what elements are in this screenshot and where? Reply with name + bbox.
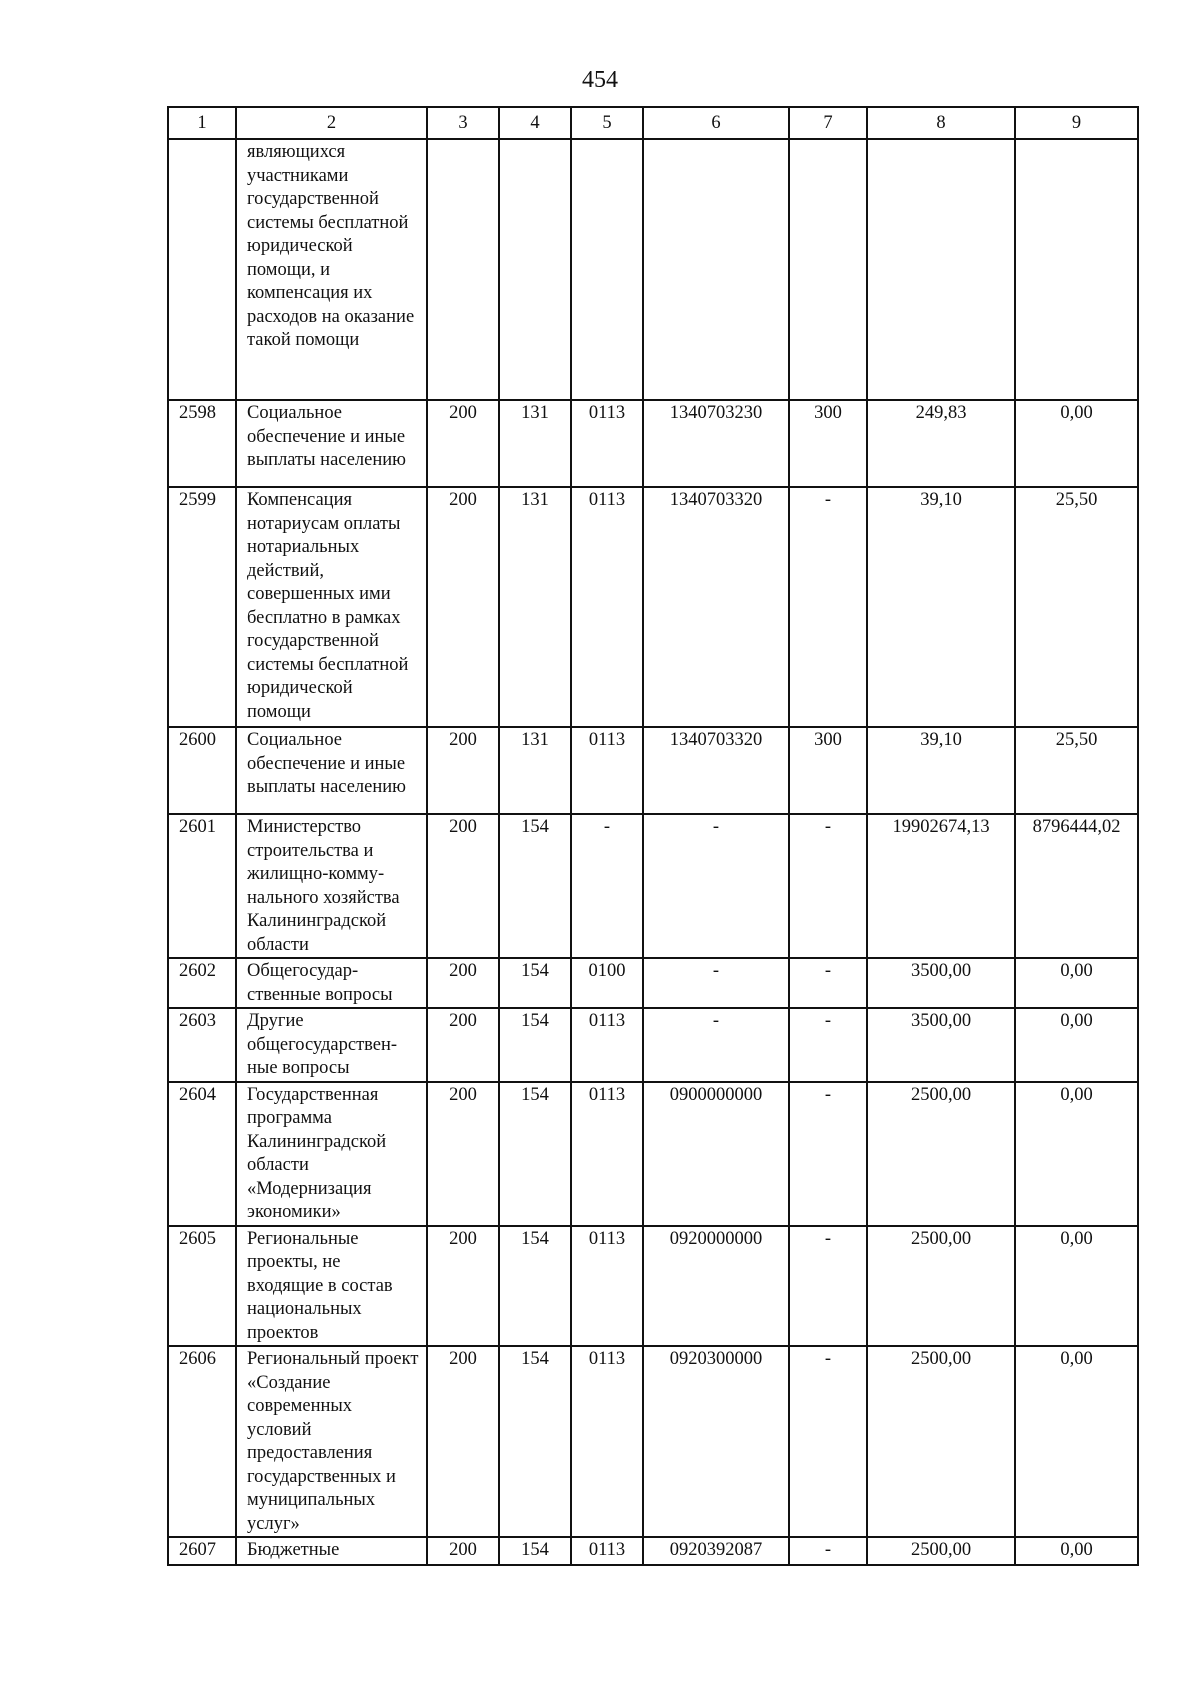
table-row xyxy=(168,400,1138,487)
table-row xyxy=(168,814,1138,958)
cell-col-6: 1340703230 xyxy=(643,400,789,487)
cell-col-7: - xyxy=(789,1226,867,1347)
table-row xyxy=(168,1537,1138,1565)
row-name-cell: Региональные проекты, не входящие в состав национальных проектов xyxy=(236,1226,427,1347)
cell-col-9: 0,00 xyxy=(1015,1082,1138,1226)
header-cell: 4 xyxy=(499,107,571,139)
cell-col-6: 1340703320 xyxy=(643,487,789,727)
cell-col-3: 200 xyxy=(427,1226,499,1347)
table-row xyxy=(168,1226,1138,1347)
table-header-row xyxy=(168,107,1138,139)
cell-col-9: 0,00 xyxy=(1015,1226,1138,1347)
cell-col-3: 200 xyxy=(427,1008,499,1082)
cell-col-7: 300 xyxy=(789,400,867,487)
table-row xyxy=(168,727,1138,814)
row-name-cell: Министерство строительства и жилищно-комму-нального хозяйства Калининградской области xyxy=(236,814,427,958)
header-cell: 1 xyxy=(168,107,236,139)
row-number-cell: 2604 xyxy=(168,1082,236,1226)
cell-col-4: 154 xyxy=(499,1008,571,1082)
row-name-cell: Компенсация нотариусам оплаты нотариальных действий, совершенных ими бесплатно в рамках государственной системы бесплатной юридической помощи xyxy=(236,487,427,727)
cell-col-3: 200 xyxy=(427,814,499,958)
cell-col-8: 2500,00 xyxy=(867,1082,1015,1226)
cell-col-9 xyxy=(1015,139,1138,400)
table-row xyxy=(168,958,1138,1008)
cell-col-7: - xyxy=(789,814,867,958)
cell-col-5: 0113 xyxy=(571,727,643,814)
table-row xyxy=(168,487,1138,727)
row-number-cell: 2601 xyxy=(168,814,236,958)
cell-col-3: 200 xyxy=(427,1082,499,1226)
cell-col-5: 0113 xyxy=(571,487,643,727)
header-cell: 7 xyxy=(789,107,867,139)
cell-col-3: 200 xyxy=(427,400,499,487)
cell-col-6: 0920392087 xyxy=(643,1537,789,1565)
row-name-cell: Общегосудар-ственные вопросы xyxy=(236,958,427,1008)
cell-col-9: 0,00 xyxy=(1015,1346,1138,1537)
cell-col-7: 300 xyxy=(789,727,867,814)
cell-col-5: - xyxy=(571,814,643,958)
row-number-cell xyxy=(168,139,236,400)
row-number-cell: 2605 xyxy=(168,1226,236,1347)
cell-col-5: 0113 xyxy=(571,400,643,487)
cell-col-5: 0113 xyxy=(571,1226,643,1347)
cell-col-9: 0,00 xyxy=(1015,958,1138,1008)
cell-col-6: - xyxy=(643,1008,789,1082)
header-cell: 2 xyxy=(236,107,427,139)
cell-col-8: 39,10 xyxy=(867,727,1015,814)
cell-col-6 xyxy=(643,139,789,400)
cell-col-4: 154 xyxy=(499,1537,571,1565)
cell-col-3: 200 xyxy=(427,727,499,814)
row-name-cell: Социальное обеспечение и иные выплаты населению xyxy=(236,400,427,487)
row-name-cell: Бюджетные xyxy=(236,1537,427,1565)
cell-col-5: 0100 xyxy=(571,958,643,1008)
header-cell: 5 xyxy=(571,107,643,139)
cell-col-3: 200 xyxy=(427,487,499,727)
row-number-cell: 2598 xyxy=(168,400,236,487)
cell-col-6: 1340703320 xyxy=(643,727,789,814)
cell-col-8: 2500,00 xyxy=(867,1346,1015,1537)
cell-col-6: 0920000000 xyxy=(643,1226,789,1347)
cell-col-7: - xyxy=(789,1008,867,1082)
cell-col-5 xyxy=(571,139,643,400)
cell-col-7: - xyxy=(789,487,867,727)
cell-col-6: - xyxy=(643,958,789,1008)
header-cell: 3 xyxy=(427,107,499,139)
row-name-cell: Социальное обеспечение и иные выплаты населению xyxy=(236,727,427,814)
cell-col-6: - xyxy=(643,814,789,958)
cell-col-4: 131 xyxy=(499,487,571,727)
cell-col-7: - xyxy=(789,1346,867,1537)
row-name-cell: являющихся участниками государственной системы бесплатной юридической помощи, и компенсация их расходов на оказание такой помощи xyxy=(236,139,427,400)
table-row xyxy=(168,1082,1138,1226)
table-row xyxy=(168,139,1138,400)
cell-col-8: 19902674,13 xyxy=(867,814,1015,958)
cell-col-4: 154 xyxy=(499,814,571,958)
cell-col-8 xyxy=(867,139,1015,400)
row-number-cell: 2606 xyxy=(168,1346,236,1537)
cell-col-4: 154 xyxy=(499,1226,571,1347)
cell-col-4: 131 xyxy=(499,400,571,487)
header-cell: 6 xyxy=(643,107,789,139)
cell-col-8: 39,10 xyxy=(867,487,1015,727)
cell-col-4: 154 xyxy=(499,1346,571,1537)
cell-col-3: 200 xyxy=(427,1537,499,1565)
cell-col-3: 200 xyxy=(427,1346,499,1537)
cell-col-9: 0,00 xyxy=(1015,1537,1138,1565)
cell-col-8: 2500,00 xyxy=(867,1537,1015,1565)
cell-col-8: 2500,00 xyxy=(867,1226,1015,1347)
row-name-cell: Государственная программа Калининградской области «Модернизация экономики» xyxy=(236,1082,427,1226)
row-number-cell: 2600 xyxy=(168,727,236,814)
page-number: 454 xyxy=(582,67,618,93)
table-row xyxy=(168,1008,1138,1082)
cell-col-9: 25,50 xyxy=(1015,727,1138,814)
cell-col-5: 0113 xyxy=(571,1537,643,1565)
cell-col-4: 131 xyxy=(499,727,571,814)
cell-col-5: 0113 xyxy=(571,1346,643,1537)
row-number-cell: 2599 xyxy=(168,487,236,727)
cell-col-4: 154 xyxy=(499,1082,571,1226)
cell-col-6: 0920300000 xyxy=(643,1346,789,1537)
cell-col-3: 200 xyxy=(427,958,499,1008)
cell-col-8: 249,83 xyxy=(867,400,1015,487)
header-cell: 9 xyxy=(1015,107,1138,139)
cell-col-7: - xyxy=(789,1537,867,1565)
header-cell: 8 xyxy=(867,107,1015,139)
cell-col-7: - xyxy=(789,1082,867,1226)
row-number-cell: 2602 xyxy=(168,958,236,1008)
row-name-cell: Региональный проект «Создание современных условий предоставления государственных и муниципальных услуг» xyxy=(236,1346,427,1537)
cell-col-7: - xyxy=(789,958,867,1008)
table-row xyxy=(168,1346,1138,1537)
cell-col-9: 0,00 xyxy=(1015,400,1138,487)
row-number-cell: 2603 xyxy=(168,1008,236,1082)
cell-col-5: 0113 xyxy=(571,1082,643,1226)
cell-col-4: 154 xyxy=(499,958,571,1008)
cell-col-8: 3500,00 xyxy=(867,958,1015,1008)
row-name-cell: Другие общегосударствен-ные вопросы xyxy=(236,1008,427,1082)
cell-col-5: 0113 xyxy=(571,1008,643,1082)
cell-col-4 xyxy=(499,139,571,400)
cell-col-3 xyxy=(427,139,499,400)
cell-col-6: 0900000000 xyxy=(643,1082,789,1226)
row-number-cell: 2607 xyxy=(168,1537,236,1565)
cell-col-9: 8796444,02 xyxy=(1015,814,1138,958)
cell-col-9: 25,50 xyxy=(1015,487,1138,727)
cell-col-8: 3500,00 xyxy=(867,1008,1015,1082)
budget-table xyxy=(167,106,1139,1566)
cell-col-7 xyxy=(789,139,867,400)
cell-col-9: 0,00 xyxy=(1015,1008,1138,1082)
